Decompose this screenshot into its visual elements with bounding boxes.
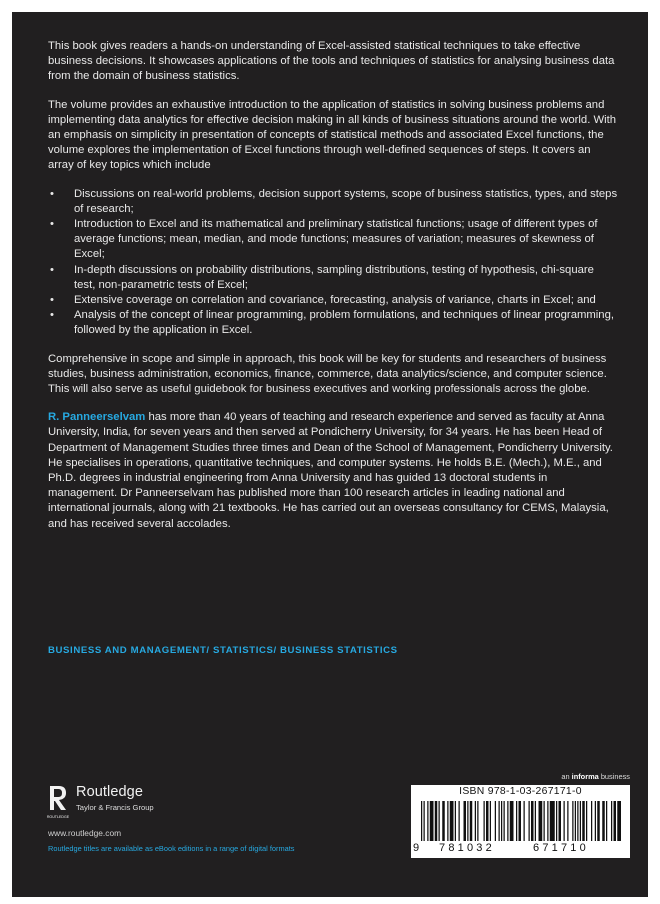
barcode-bar — [544, 801, 545, 841]
publisher-name: Routledge — [76, 784, 144, 800]
barcode-bar — [572, 801, 573, 841]
barcode-digits — [411, 842, 630, 856]
topic-text: In-depth discussions on probability distributions, sampling distributions, testing of hypothesis, chi-square test, non-parametric tests of Excel; — [74, 263, 594, 291]
informa-suffix: business — [598, 772, 630, 781]
publisher-url[interactable]: www.routledge.com — [48, 828, 122, 838]
barcode-bar — [475, 801, 476, 841]
barcode-bar — [580, 801, 581, 841]
barcode-bar — [547, 801, 548, 841]
barcode-bar — [507, 801, 508, 841]
bullet-icon: • — [50, 294, 54, 307]
informa-prefix: an — [561, 772, 572, 781]
barcode-bar — [575, 801, 576, 841]
barcode-bar — [435, 801, 438, 841]
bullet-icon: • — [50, 218, 54, 231]
barcode-bar — [447, 801, 448, 841]
barcode-bar — [617, 801, 621, 841]
bullet-icon: • — [50, 187, 54, 200]
barcode-bar — [464, 801, 467, 841]
barcode-bar — [529, 801, 530, 841]
topic-text: Introduction to Excel and its mathematical and preliminary statistical functions; usage of different types of average functions; mean, median, and mode functions; measures of variation; measures of skewness of Excel; — [74, 218, 598, 261]
barcode-bar — [556, 801, 557, 841]
routledge-logo-icon — [48, 784, 68, 820]
subject-classification: BUSINESS AND MANAGEMENT/ STATISTICS/ BUSINESS STATISTICS — [48, 645, 398, 656]
barcode-bar — [455, 801, 456, 841]
list-item — [48, 217, 618, 263]
barcode-bar — [539, 801, 543, 841]
barcode-bar — [611, 801, 612, 841]
isbn-label: ISBN 978-1-03-267171-0 — [459, 786, 582, 797]
barcode-bar — [510, 801, 514, 841]
barcode-bar — [524, 801, 525, 841]
barcode-digit-group-1: 781032 — [439, 842, 495, 854]
informa-brand: informa — [571, 772, 599, 781]
barcode-bar — [421, 801, 422, 841]
barcode-bar — [430, 801, 434, 841]
barcode-bar — [564, 801, 565, 841]
back-cover — [12, 12, 648, 897]
barcode-bar — [484, 801, 485, 841]
list-item — [48, 308, 618, 338]
barcode-bar — [516, 801, 517, 841]
publisher-block — [48, 784, 378, 844]
author-bio-text: has more than 40 years of teaching and research experience and served as faculty at Anna University, India, for seven years and then served at Pondicherry University, for 34 years. He has been Head of Department of Management Studies three times and Dean of the School of Management, Pondicherry University. He specialises in operations, quantitative techniques, and computer systems. He holds B.E. (Mech.), M.E., and Ph.D. degrees in industrial engineering from Anna University and has guided 13 doctoral students in management. Dr Panneerselvam has published more than 100 research articles in leading national and international journals, along with 21 textbooks. He has carried out an overseas consultancy for CEMS, Malaysia, and has received several accolades. — [48, 411, 613, 530]
barcode-bar — [501, 801, 502, 841]
barcode-bar — [459, 801, 460, 841]
barcode-bar — [602, 801, 605, 841]
bullet-icon: • — [50, 263, 54, 276]
publisher-subtitle: Taylor & Francis Group — [76, 803, 154, 812]
list-item — [48, 263, 618, 293]
barcode-bar — [442, 801, 445, 841]
informa-line — [561, 772, 630, 781]
barcode-bar — [550, 801, 555, 841]
topic-list — [48, 187, 618, 339]
author-name: R. Panneerselvam — [48, 411, 146, 424]
barcode-icon — [421, 801, 623, 841]
barcode-bar — [567, 801, 568, 841]
barcode-bar — [597, 801, 600, 841]
barcode-bar — [591, 801, 592, 841]
barcode-bar — [470, 801, 473, 841]
barcode-bar — [535, 801, 536, 841]
barcode-digit-first: 9 — [413, 842, 420, 854]
topic-text: Analysis of the concept of linear programming, problem formulations, and techniques of linear programming, followed by the application in Excel. — [74, 309, 615, 337]
barcode-bar — [490, 801, 491, 841]
barcode-bar — [450, 801, 454, 841]
barcode-bar — [495, 801, 496, 841]
barcode-bar — [439, 801, 440, 841]
barcode-bar — [504, 801, 505, 841]
barcode-bar — [614, 801, 617, 841]
barcode-bar — [467, 801, 468, 841]
isbn-barcode-box — [411, 785, 630, 858]
ebook-note: Routledge titles are available as eBook editions in a range of digital formats — [48, 844, 295, 853]
barcode-bar — [531, 801, 534, 841]
barcode-bar — [606, 801, 607, 841]
barcode-bar — [499, 801, 500, 841]
barcode-digit-group-2: 671710 — [533, 842, 589, 854]
logo-side-text: ROUTLEDGE — [46, 815, 70, 819]
list-item — [48, 187, 618, 217]
barcode-bar — [486, 801, 489, 841]
bullet-icon: • — [50, 309, 54, 322]
barcode-bar — [577, 801, 578, 841]
barcode-bar — [595, 801, 596, 841]
barcode-bar — [519, 801, 522, 841]
topic-text: Discussions on real-world problems, decision support systems, scope of business statistics, types, and steps of research; — [74, 187, 618, 215]
barcode-bar — [586, 801, 587, 841]
barcode-bar — [477, 801, 478, 841]
barcode-bar — [582, 801, 585, 841]
topic-text: Extensive coverage on correlation and covariance, forecasting, analysis of variance, charts in Excel; and — [74, 294, 596, 307]
barcode-bar — [427, 801, 428, 841]
author-bio — [48, 410, 618, 532]
intro-paragraph-1: This book gives readers a hands-on understanding of Excel-assisted statistical techniques to take effective business decisions. It showcases applications of the tools and techniques of statistics for analysing business data from the domain of business statistics. — [48, 40, 615, 83]
barcode-bar — [559, 801, 562, 841]
blurb — [48, 39, 618, 545]
barcode-bar — [424, 801, 425, 841]
intro-paragraph-2: The volume provides an exhaustive introduction to the application of statistics in solving business problems and implementing data analytics for effective decision making in all kinds of business situations around the world. With an emphasis on simplicity in presentation of concepts of statistical methods and associated Excel functions, the volume explores the implementation of Excel functions through well-defined sequences of steps. It covers an array of key topics which include — [48, 98, 617, 172]
conclusion-paragraph: Comprehensive in scope and simple in approach, this book will be key for students and researchers of business studies, business administration, economics, finance, commerce, data analytics/science, and computer science. This will also serve as useful guidebook for business executives and working professionals across the globe. — [48, 352, 607, 396]
list-item — [48, 293, 618, 308]
